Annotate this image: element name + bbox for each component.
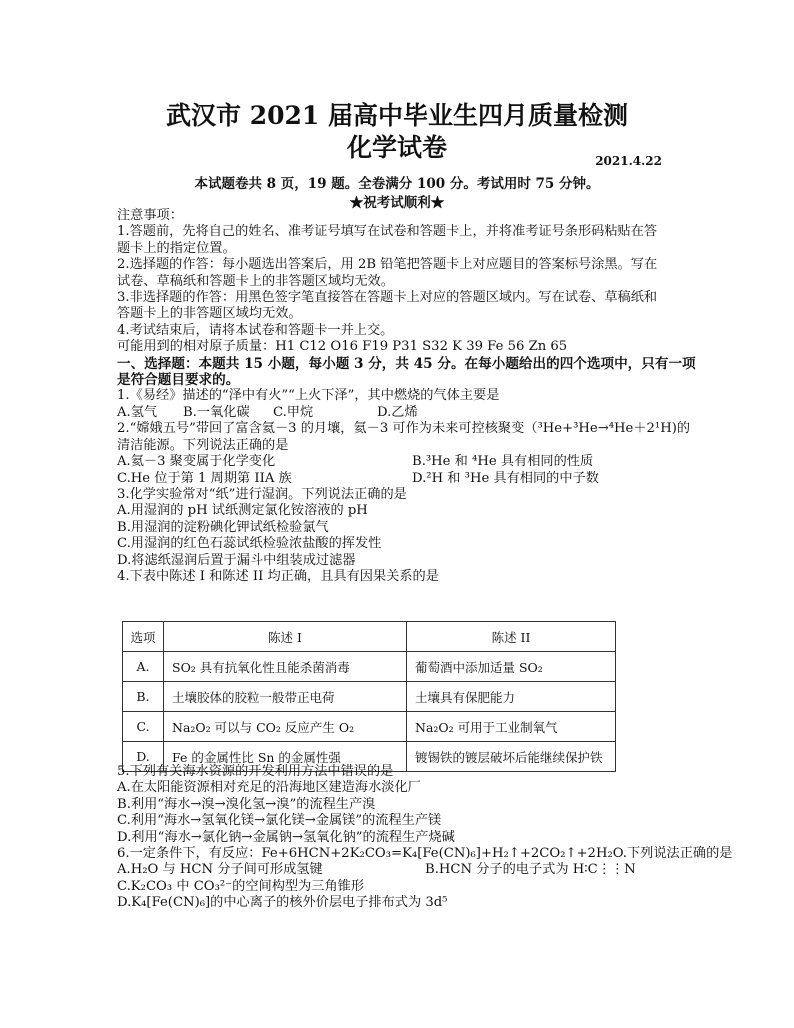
q2-options-ab <box>117 454 677 470</box>
note-2a: 2.选择题的作答：每小题选出答案后，用 2B 铅笔把答题卡上对应题目的答案标号涂黑。写在 <box>117 257 658 273</box>
q3-option-c: C.用湿润的红色石蕊试纸检验浓盐酸的挥发性 <box>117 536 382 552</box>
table-cell: 葡萄酒中添加适量 SO₂ <box>407 652 616 682</box>
q2-stem-2: 清洁能源。下列说法正确的是 <box>117 437 289 453</box>
q1-option-a: A.氢气 <box>117 404 158 420</box>
atomic-masses: 可能用到的相对原子质量：H1 C12 O16 F19 P31 S32 K 39 Fe 56 Zn 65 <box>117 339 568 355</box>
table-cell: 土壤胶体的胶粒一般带正电荷 <box>164 682 407 712</box>
q2-option-b: B.³He 和 ⁴He 具有相同的性质 <box>412 454 594 470</box>
q4-table <box>122 621 616 772</box>
q3-option-a: A.用湿润的 pH 试纸测定氯化铵溶液的 pH <box>117 503 368 519</box>
table-cell: B. <box>123 682 164 712</box>
note-3a: 3.非选择题的作答：用黑色签字笔直接答在答题卡上对应的答题区域内。写在试卷、草稿纸和 <box>117 290 658 306</box>
table-row <box>123 682 616 712</box>
table-header-cell: 陈述 II <box>407 622 616 652</box>
q2-options-cd <box>117 471 677 487</box>
note-2b: 试卷、草稿纸和答题卡上的非答题区域均无效。 <box>117 273 394 289</box>
table-cell: Fe 的金属性比 Sn 的金属性强 <box>164 742 407 772</box>
table-cell: Na₂O₂ 可用于工业制氧气 <box>407 712 616 742</box>
table-cell: A. <box>123 652 164 682</box>
exam-date: 2021.4.22 <box>595 154 662 168</box>
q5-option-d: D.利用“海水→氯化钠→金属钠→氢氧化钠”的流程生产烧碱 <box>117 829 455 845</box>
table-row <box>123 652 616 682</box>
note-3b: 答题卡上的非答题区域均无效。 <box>117 306 302 322</box>
q1-option-c: C.甲烷 <box>273 404 314 420</box>
q5-option-b: B.利用“海水→溴→溴化氢→溴”的流程生产溴 <box>117 796 376 812</box>
q1-option-b: B.一氧化碳 <box>183 404 250 420</box>
table-header-cell: 选项 <box>123 622 164 652</box>
section-1-line-1: 一、选择题：本题共 15 小题，每小题 3 分，共 45 分。在每小题给出的四个选项中，只有一项 <box>117 355 696 372</box>
q2-option-c: C.He 位于第 1 周期第 IIA 族 <box>117 470 292 486</box>
q2-option-a: A.氦－3 聚变属于化学变化 <box>117 454 276 470</box>
exam-subtitle: 化学试卷 <box>346 133 447 162</box>
q5-option-c: C.利用“海水→氢氧化镁→氯化镁→金属镁”的流程生产镁 <box>117 813 442 829</box>
q6-options-ab <box>117 862 687 878</box>
note-1b: 题卡上的指定位置。 <box>117 240 236 256</box>
table-cell: D. <box>123 742 164 772</box>
note-4: 4.考试结束后，请将本试卷和答题卡一并上交。 <box>117 322 394 338</box>
q3-stem: 3.化学实验常对“纸”进行湿润。下列说法正确的是 <box>117 486 407 502</box>
q6-option-a: A.H₂O 与 HCN 分子间可形成氢键 <box>117 862 323 878</box>
q1-stem: 1.《易经》描述的“泽中有火”“上火下泽”，其中燃烧的气体主要是 <box>117 388 500 404</box>
q5-option-a: A.在太阳能资源相对充足的沿海地区建造海水淡化厂 <box>117 780 421 796</box>
table-row <box>123 712 616 742</box>
q6-option-c: C.K₂CO₃ 中 CO₃²⁻的空间构型为三角锥形 <box>117 878 365 894</box>
table-cell: Na₂O₂ 可以与 CO₂ 反应产生 O₂ <box>164 712 407 742</box>
q3-option-b: B.用湿润的淀粉碘化钾试纸检验氯气 <box>117 519 329 535</box>
q6-option-b: B.HCN 分子的电子式为 H∶C⋮⋮N <box>425 862 636 878</box>
questions-5-6 <box>117 764 733 912</box>
table-cell: 土壤具有保肥能力 <box>407 682 616 712</box>
q1-options <box>117 405 677 421</box>
table-cell: C. <box>123 712 164 742</box>
q4-stem: 4.下表中陈述 I 和陈述 II 均正确，且具有因果关系的是 <box>117 568 439 584</box>
table-header-cell: 陈述 I <box>164 622 407 652</box>
exam-info: 本试题卷共 8 页，19 题。全卷满分 100 分。考试用时 75 分钟。 <box>194 176 600 192</box>
table-cell: SO₂ 具有抗氧化性且能杀菌消毒 <box>164 652 407 682</box>
q3-option-d: D.将滤纸湿润后置于漏斗中组装成过滤器 <box>117 552 356 568</box>
note-1a: 1.答题前，先将自己的姓名、准考证号填写在试卷和答题卡上，并将准考证号条形码粘贴在答 <box>117 224 658 240</box>
exam-title: 武汉市 2021 届高中毕业生四月质量检测 <box>166 101 628 130</box>
notes-and-questions <box>117 208 696 585</box>
table-cell: 镀锡铁的镀层破坏后能继续保护铁 <box>407 742 616 772</box>
exam-wish: ★祝考试顺利★ <box>349 195 445 211</box>
q6-stem: 6.一定条件下，有反应：Fe+6HCN+2K₂CO₃=K₄[Fe(CN)₆]+H₂↑+2CO₂↑+2H₂O.下列说法正确的是 <box>117 846 733 862</box>
section-1-line-2: 是符合题目要求的。 <box>117 372 240 389</box>
q6-option-d: D.K₄[Fe(CN)₆]的中心离子的核外价层电子排布式为 3d⁵ <box>117 895 448 911</box>
q2-option-d: D.²H 和 ³He 具有相同的中子数 <box>412 470 599 486</box>
table-header-row <box>123 622 616 652</box>
q1-option-d: D.乙烯 <box>377 404 418 420</box>
q2-stem-1: 2.“嫦娥五号”带回了富含氦－3 的月壤，氦－3 可作为未来可控核聚变（³He+³He→⁴He＋2¹H)的 <box>117 421 691 437</box>
notes-heading: 注意事项： <box>117 208 183 223</box>
q5-stem: 5.下列有关海水资源的开发利用方法中错误的是 <box>117 764 394 779</box>
